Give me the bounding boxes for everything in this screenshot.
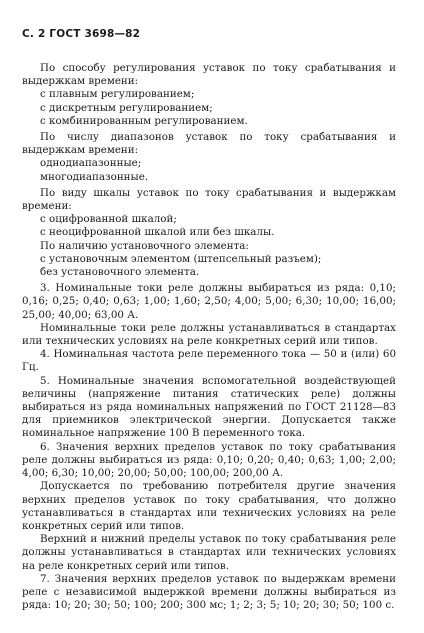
list-item: с установочным элементом (штепсельный разъем); — [40, 252, 322, 265]
document-body — [22, 62, 396, 612]
paragraph: Допускается по требованию потребителя другие значения верхних пределов уставок по току срабатывания, что должно устанавливаться в стандартах или технических условиях на реле конкретных серий или типов. — [22, 480, 396, 532]
list-item: с комбинированным регулированием. — [40, 114, 248, 127]
list-item: однодиапазонные; — [40, 157, 142, 170]
paragraph: По способу регулирования уставок по току срабатывания и выдержкам времени: — [22, 62, 396, 88]
paragraph: 7. Значения верхних пределов уставок по выдержкам времени реле с независимой выдержкой времени должны выбираться из ряда: 10; 20; 30; 50; 100; 200; 300 мс; 1; 2; 3; 5; 10; 20; 30; 50; 100 с. — [22, 572, 396, 612]
paragraph: Номинальные токи реле должны устанавливаться в стандартах или технических условиях на реле конкретных серий или типов. — [22, 321, 396, 348]
paragraph: 4. Номинальная частота реле переменного тока — 50 и (или) 60 Гц. — [22, 348, 396, 374]
list-item: с неоцифрованной шкалой или без шкалы. — [40, 226, 275, 239]
list-item: многодиапазонные. — [40, 170, 149, 183]
paragraph: 6. Значения верхних пределов уставок по току срабатывания реле должны выбираться из ряда: 0,10; 0,20; 0,40; 0,63; 1,00; 2,00; 4,00; 6,30; 10,00; 20,00; 50,00; 100,00; 200,00 А. — [22, 440, 396, 480]
paragraph: По виду шкалы уставок по току срабатывания и выдержкам времени: — [22, 186, 396, 213]
list-item: без установочного элемента. — [40, 266, 200, 279]
list-item: По наличию установочного элемента: — [40, 239, 249, 252]
paragraph: 3. Номинальные токи реле должны выбираться из ряда: 0,10; 0,16; 0,25; 0,40; 0,63; 1,00; 1,60; 2,50; 4,00; 5,00; 6,30; 10,00; 16,00; 25,00; 40,00; 63,00 А. — [22, 282, 396, 321]
paragraph: По числу диапазонов уставок по току срабатывания и выдержкам времени: — [22, 131, 396, 157]
paragraph: Верхний и нижний пределы уставок по току срабатывания реле должны устанавливаться в стандартах или технических условиях на реле конкретных серий или типов. — [22, 533, 396, 572]
list-item: с оцифрованной шкалой; — [40, 213, 177, 226]
list-item: с дискретным регулированием; — [40, 101, 213, 114]
page-header: С. 2 ГОСТ 3698—82 — [22, 28, 141, 40]
paragraph: 5. Номинальные значения вспомогательной воздействующей величины (напряжение питания статических реле) должны выбираться из ряда номинальных напряжений по ГОСТ 21128—83 для приемников электрической энергии. Допускается также номинальное напряжение 100 В переменного тока. — [22, 374, 396, 440]
list-item: с плавным регулированием; — [40, 88, 195, 101]
